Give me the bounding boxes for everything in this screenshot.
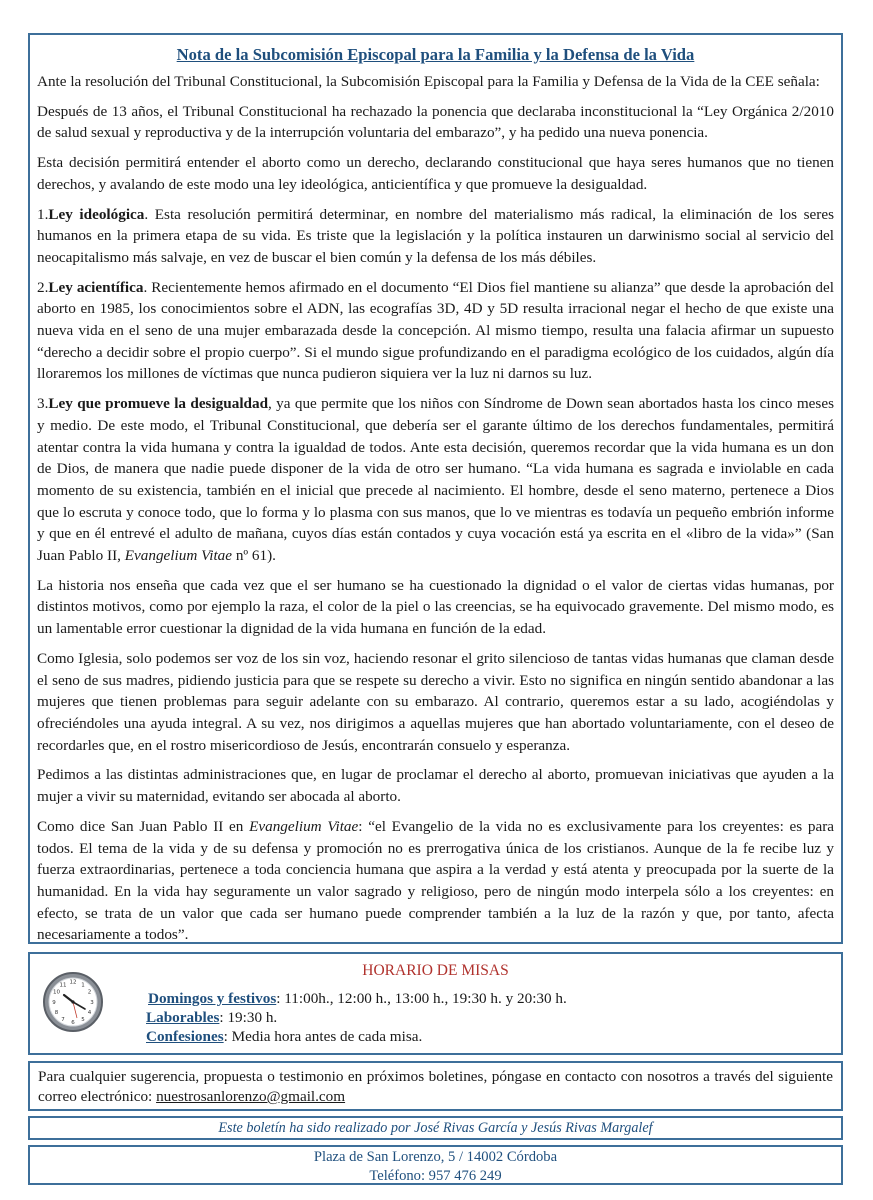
address-line: Plaza de San Lorenzo, 5 / 14002 Córdoba [313,1149,558,1165]
address-box [28,1145,843,1185]
svg-text:8: 8 [54,1010,59,1016]
svg-text:7: 7 [61,1017,65,1023]
svg-text:12: 12 [69,979,77,986]
sundays-times: : 11:00h., 12:00 h., 13:00 h., 19:30 h. y 20:30 h. [276,990,567,1007]
confessions-times: : Media hora antes de cada misa. [223,1028,423,1045]
svg-text:6: 6 [71,1020,75,1026]
point-acientifica [37,277,834,386]
point-ideologica [37,204,834,269]
point-1-text: . Esta resolución permitirá determinar, en nombre del materialismo más radical, la eliminación de los seres humanos en la primera etapa de su vida. Es triste que la legislación y la política instauren un darwinismo social al servicio del neocapitalismo más salvaje, en vez de buscar el bien común y la defensa de los más débiles. [37,205,834,266]
paragraph-6-reference: Evangelium Vitae [249,817,359,835]
point-3-number: 3. [37,395,49,413]
weekdays-schedule [146,1009,277,1027]
point-1-heading: Ley ideológica [48,205,145,223]
svg-text:4: 4 [87,1010,92,1016]
point-desigualdad [37,393,834,567]
credits-box [28,1116,843,1140]
intro-paragraph: Ante la resolución del Tribunal Constitucional, la Subcomisión Episcopal para la Familia y Defensa de la Vida de la CEE señala: [37,73,820,90]
svg-text:2: 2 [87,989,92,996]
contact-text: Para cualquier sugerencia, propuesta o testimonio en próximos boletines, póngase en contacto con nosotros a través del siguiente correo electrónico: [38,1068,833,1105]
paragraph-6-start: Como dice San Juan Pablo II en [37,817,250,835]
weekdays-label: Laborables [146,1009,220,1026]
confessions-label: Confesiones [146,1028,224,1045]
point-3-end: nº 61). [232,547,276,565]
point-2-text: . Recientemente hemos afirmado en el documento “El Dios fiel mantiene su alianza” que desde la aprobación del aborto en 1985, los conocimientos sobre el ADN, las ecografías 3D, 4D y 5D resulta irracional negar el hecho de que existe una nueva vida en el seno de una mujer embarazada desde la concepción. Al mismo tiempo, resulta una falacia afirmar un supuesto “derecho a decidir sobre el propio cuerpo”. Si el mundo sigue profundizando en el paradigma ecológico de los cuidados, algún día lloraremos los millones de víctimas que nunca pudieron siquiera ver la luz ni darnos su luz. [37,278,834,383]
paragraph-4: Como Iglesia, solo podemos ser voz de los sin voz, haciendo resonar el grito silencioso de tantas vidas humanas que claman desde el seno de sus madres, pidiendo justicia para que se respete su derecho a vivir. Esto no significa en ningún sentido abandonar a las mujeres que tienen problemas para seguir adelante con su embarazo. Al contrario, queremos estar a su lado, acogiéndolas y ofreciéndoles una ayuda integral. A su vez, nos dirigimos a aquellas mujeres que han abortado voluntariamente, con el deseo de recordarles que, en el rostro misericordioso de Jesús, encontrarán consuelo y esperanza. [37,649,834,754]
paragraph-6-text: : “el Evangelio de la vida no es exclusivamente para los creyentes: es para todos. El tema de la vida y de su defensa y promoción no es prerrogativa única de los cristianos. Aunque de la fe recibe luz y fuerza extraordinarias, pertenece a toda conciencia humana que aspira a la verdad y está atenta y preocupada por la suerte de la humanidad. En la vida hay seguramente un valor sagrado y religioso, pero de ningún modo interpela sólo a los creyentes: en efecto, se trata de un valor que cada ser humano puede comprender también a la luz de la razón y que, por tanto, afecta necesariamente a todos”. [37,817,834,944]
mass-schedule-title: HORARIO DE MISAS [362,962,509,979]
point-3-heading: Ley que promueve la desigualdad [48,395,269,413]
point-2-heading: Ley acientífica [48,278,144,296]
sundays-schedule [148,990,567,1008]
article-box [28,33,843,944]
point-2-number: 2. [37,278,49,296]
paragraph-3: La historia nos enseña que cada vez que el ser humano se ha cuestionado la dignidad o el valor de ciertas vidas humanas, por distintos motivos, como por ejemplo la raza, el color de la piel o las creencias, se ha equivocado gravemente. Del mismo modo, es un lamentable error cuestionar la dignidad de la vida humana en función de la edad. [37,576,834,638]
contact-email-link[interactable]: nuestrosanlorenzo@gmail.com [156,1088,346,1105]
credits-text: Este boletín ha sido realizado por José Rivas García y Jesús Rivas Margalef [218,1120,653,1136]
paragraph-2: Esta decisión permitirá entender el aborto como un derecho, declarando constitucional que haya seres humanos que no tienen derechos, y avalando de este modo una ley ideológica, anticientífica y que promueve la desigualdad. [37,154,834,193]
paragraph-1: Después de 13 años, el Tribunal Constitucional ha rechazado la ponencia que declaraba inconstitucional la “Ley Orgánica 2/2010 de salud sexual y reproductiva y de la interrupción voluntaria del embarazo”, y ha pedido una nueva ponencia. [37,102,834,142]
wall-clock-icon [42,971,104,1033]
sundays-label: Domingos y festivos [148,990,277,1007]
article-title: Nota de la Subcomisión Episcopal para la Familia y la Defensa de la Vida [176,45,695,64]
contact-box [28,1061,843,1111]
confessions-schedule [146,1028,422,1046]
point-1-number: 1. [37,205,49,223]
phone-line: Teléfono: 957 476 249 [369,1168,502,1184]
paragraph-5: Pedimos a las distintas administraciones que, en lugar de proclamar el derecho al aborto, promuevan iniciativas que ayuden a la mujer a vivir su maternidad, evitando ser abocada al aborto. [37,766,834,806]
svg-text:9: 9 [52,1000,56,1006]
mass-schedule-box [28,952,843,1055]
contact-paragraph [38,1067,833,1107]
paragraph-6 [37,816,834,946]
svg-text:11: 11 [59,982,67,989]
point-3-reference: Evangelium Vitae [124,547,233,565]
svg-text:1: 1 [81,982,85,989]
svg-text:10: 10 [53,989,60,996]
svg-text:5: 5 [81,1017,85,1023]
weekdays-times: : 19:30 h. [219,1009,278,1026]
point-3-text: , ya que permite que los niños con Síndrome de Down sean abortados hasta los cinco meses y medio. De este modo, el Tribunal Constitucional, que debería ser el garante último de los derechos fundamentales, permitirá atentar contra la vida humana y contra la igualdad de todos. Ante esta decisión, queremos recordar que la vida humana es un don de Dios, de manera que nadie puede disponer de la vida de otro ser humano. “La vida humana es sagrada e inviolable en cada momento de su existencia, también en el inicial que precede al nacimiento. El hombre, desde el seno materno, pertenece a Dios que lo escruta y conoce todo, que lo forma y lo plasma con sus manos, que lo ve mientras es todavía un pequeño embrión informe y que en él entrevé el adulto de mañana, cuyos días están contados y cuya vocación está ya escrita en el «libro de la vida»” (San Juan Pablo II, [37,395,834,565]
svg-text:3: 3 [90,1000,94,1006]
